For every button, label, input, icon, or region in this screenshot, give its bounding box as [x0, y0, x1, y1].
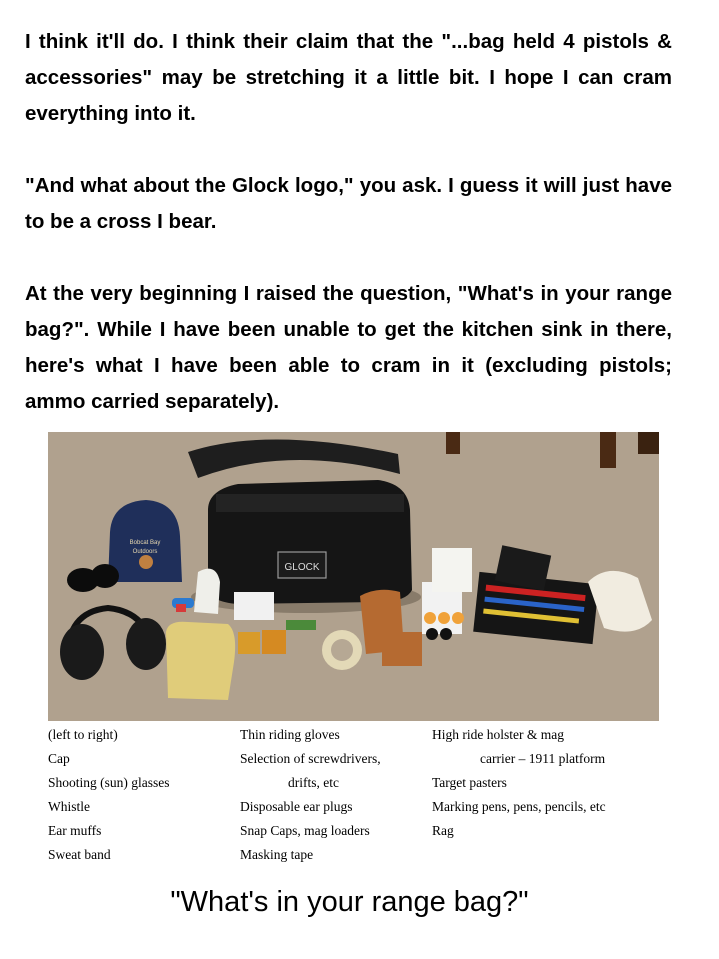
caption-column-1: [48, 723, 170, 867]
caption-item: Rag: [432, 823, 454, 838]
caption-item: (left to right): [48, 727, 118, 742]
caption-column-3: [432, 723, 606, 843]
caption-item: Shooting (sun) glasses: [48, 775, 170, 790]
caption-column-2: [240, 723, 381, 867]
paragraph-intro: I think it'll do. I think their claim that the "...bag held 4 pistols & accessories" may be stretching it a little bit. I hope I can cram everything into it.: [25, 30, 672, 125]
sweat-band: [194, 569, 220, 614]
paragraph-glock-logo: "And what about the Glock logo," you ask. I guess it will just have to be a cross I bear.: [25, 174, 672, 233]
furniture-leg: [600, 432, 616, 468]
cap-text-line1: Bobcat Bay: [129, 540, 161, 546]
screwdriver-case: [234, 592, 274, 620]
riding-gloves: [166, 622, 235, 700]
caption-item: Sweat band: [48, 847, 111, 862]
caption-item: Selection of screwdrivers,: [240, 751, 381, 766]
range-bag-photo: [48, 432, 659, 721]
caption-item: Disposable ear plugs: [240, 799, 353, 814]
ear-muffs: [60, 624, 104, 680]
caption-item: Whistle: [48, 799, 90, 814]
caption-item: Marking pens, pens, pencils, etc: [432, 799, 606, 814]
cap-text-line2: Outdoors: [132, 549, 158, 555]
caption-item: High ride holster & mag: [432, 727, 564, 742]
furniture-leg: [446, 432, 460, 454]
caption-item: Masking tape: [240, 847, 314, 862]
caption-item: Snap Caps, mag loaders: [240, 823, 370, 838]
mag-carrier: [382, 632, 422, 666]
glock-logo-text: GLOCK: [284, 562, 320, 573]
ear-plugs-container: [262, 630, 286, 654]
paper-box: [432, 548, 472, 592]
caption-item: Thin riding gloves: [240, 727, 340, 742]
caption-item: Ear muffs: [48, 823, 102, 838]
paragraph-range-bag-contents: At the very beginning I raised the question, "What's in your range bag?". While I have been unable to get the kitchen sink in there, here's what I have been able to cram in it (excluding pistols; ammo carried separately).: [25, 282, 672, 413]
caption-item: Cap: [48, 751, 70, 766]
caption-item: drifts, etc: [288, 775, 339, 790]
caption-item: Target pasters: [432, 775, 507, 790]
footer-title: "What's in your range bag?": [170, 886, 529, 918]
caption-item: carrier – 1911 platform: [480, 751, 606, 766]
